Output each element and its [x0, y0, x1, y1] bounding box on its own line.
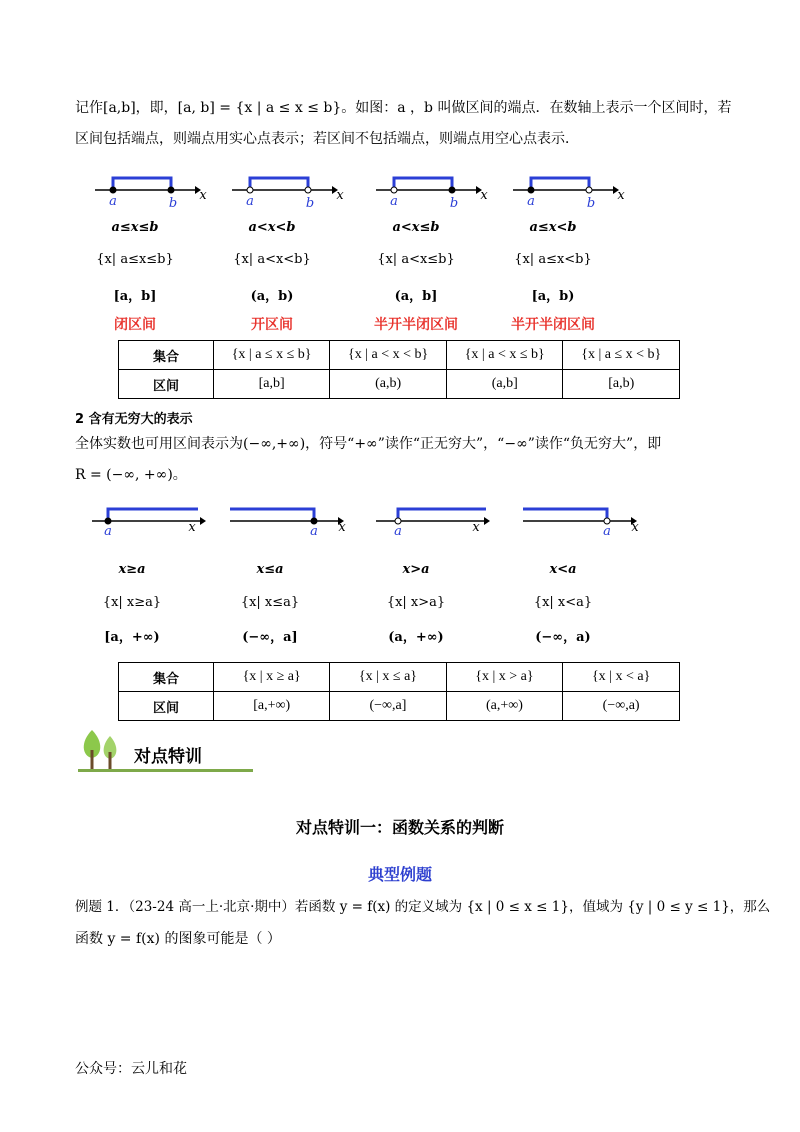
table-cell: {x | x < a}	[563, 663, 680, 692]
axis-label-x: x	[631, 520, 639, 535]
inequality-label: x<a	[549, 562, 577, 577]
set-notation-label: {x| x≤a}	[240, 595, 300, 610]
intro-line-2: 区间包括端点，则端点用实心点表示；若区间不包括端点，则端点用空心点表示．	[75, 131, 579, 147]
table-cell: {x | x ≤ a}	[330, 663, 446, 692]
axis-label-b: b	[449, 196, 459, 211]
inequality-label: a≤x≤b	[111, 220, 159, 235]
interval-table-infinite	[118, 662, 680, 721]
axis-label-x: x	[188, 520, 196, 535]
table-row	[119, 692, 680, 721]
example-heading: 典型例题	[367, 865, 432, 884]
number-line	[523, 503, 643, 533]
endpoint-a	[110, 187, 116, 193]
interval-type-label: 半开半闭区间	[374, 317, 458, 333]
endpoint-a	[528, 187, 534, 193]
inequality-label: x≥a	[118, 562, 146, 577]
table-cell: (−∞,a)	[563, 692, 680, 721]
interval-table-finite	[118, 340, 680, 399]
table-cell: {x | a ≤ x < b}	[563, 341, 680, 370]
banner-label: 对点特训	[134, 747, 202, 767]
table-cell: (a,+∞)	[446, 692, 563, 721]
table-row	[119, 370, 680, 399]
table-cell: {x | a < x < b}	[330, 341, 447, 370]
inequality-label: x>a	[402, 562, 430, 577]
endpoint-a	[391, 187, 397, 193]
axis-label-a: a	[390, 194, 398, 209]
axis-label-x: x	[480, 188, 488, 203]
interval-notation-label: (−∞，a]	[242, 630, 298, 645]
table-cell: [a,b]	[214, 370, 330, 399]
ray-bracket	[230, 509, 314, 521]
interval-bracket	[113, 178, 171, 190]
axis-label-a: a	[109, 194, 117, 209]
interval-notation-label: (a，+∞)	[388, 630, 444, 645]
table-cell: (−∞,a]	[330, 692, 446, 721]
endpoint-b	[168, 187, 174, 193]
interval-bracket	[394, 178, 452, 190]
set-notation-label: {x| a<x<b}	[233, 252, 311, 267]
table-cell: (a,b]	[446, 370, 563, 399]
axis-label-a: a	[246, 194, 254, 209]
intro-line-1: 记作[a,b]，即，[a, b] = {x | a ≤ x ≤ b}。如图：a ，b 叫做区间的端点．在数轴上表示一个区间时，若	[75, 100, 732, 116]
interval-bracket	[531, 178, 589, 190]
table-head-set: 集合	[119, 341, 214, 370]
axis-label-x: x	[336, 188, 344, 203]
endpoint-b	[305, 187, 311, 193]
axis-label-b: b	[586, 196, 596, 211]
axis-label-a: a	[104, 524, 112, 539]
table-row	[119, 341, 680, 370]
axis-label-a: a	[310, 524, 318, 539]
set-notation-label: {x| x>a}	[386, 595, 446, 610]
inequality-label: x≤a	[256, 562, 284, 577]
set-notation-label: {x| a≤x≤b}	[96, 252, 174, 267]
example-line-1: 例题 1．（23-24 高一上·北京·期中）若函数 y = f(x) 的定义域为 {x | 0 ≤ x ≤ 1}，值域为 {y | 0 ≤ y ≤ 1}，那么	[75, 899, 771, 915]
example-line-2: 函数 y = f(x) 的图象可能是（ ）	[75, 931, 281, 947]
axis-label-a: a	[527, 194, 535, 209]
axis-label-x: x	[617, 188, 625, 203]
interval-bracket	[250, 178, 308, 190]
table-cell: {x | a ≤ x ≤ b}	[214, 341, 330, 370]
interval-type-label: 开区间	[251, 317, 293, 333]
training-title: 对点特训一：函数关系的判断	[295, 818, 504, 837]
interval-notation-label: (a，b)	[250, 289, 294, 304]
interval-notation-label: (a，b]	[394, 289, 438, 304]
inequality-label: a<x<b	[248, 220, 296, 235]
interval-notation-label: (−∞，a)	[535, 630, 591, 645]
axis-label-a: a	[394, 524, 402, 539]
interval-notation-label: [a，b]	[113, 289, 157, 304]
section-2-heading: 2 含有无穷大的表示	[75, 412, 193, 427]
endpoint-b	[586, 187, 592, 193]
interval-notation-label: [a，b)	[531, 289, 575, 304]
axis-label-b: b	[168, 196, 178, 211]
table-cell: [a,b)	[563, 370, 680, 399]
interval-type-label: 半开半闭区间	[511, 317, 595, 333]
table-head-set: 集合	[119, 663, 214, 692]
ray-bracket	[523, 509, 607, 521]
axis-label-a: a	[603, 524, 611, 539]
axis-label-x: x	[199, 188, 207, 203]
inequality-label: a<x≤b	[392, 220, 440, 235]
axis-label-x: x	[472, 520, 480, 535]
interval-type-label: 闭区间	[114, 317, 156, 333]
section-2-line-2: R = (−∞, +∞)。	[75, 467, 187, 483]
interval-notation-label: [a，+∞)	[104, 630, 160, 645]
set-notation-label: {x| a≤x<b}	[514, 252, 592, 267]
inequality-label: a≤x<b	[529, 220, 577, 235]
table-cell: (a,b)	[330, 370, 447, 399]
set-notation-label: {x| a<x≤b}	[377, 252, 455, 267]
number-line	[230, 503, 350, 533]
axis-arrow-icon	[200, 517, 206, 525]
training-banner	[78, 728, 253, 774]
table-row	[119, 663, 680, 692]
axis-label-b: b	[305, 196, 315, 211]
axis-label-x: x	[338, 520, 346, 535]
table-head-interval: 区间	[119, 370, 214, 399]
section-2-line-1: 全体实数也可用区间表示为(−∞,+∞)，符号“+∞”读作“正无穷大”，“−∞”读作“负无穷大”，即	[75, 436, 662, 452]
table-cell: {x | x ≥ a}	[214, 663, 330, 692]
endpoint-b	[449, 187, 455, 193]
axis-arrow-icon	[484, 517, 490, 525]
table-cell: {x | x > a}	[446, 663, 563, 692]
table-cell: [a,+∞)	[214, 692, 330, 721]
set-notation-label: {x| x≥a}	[102, 595, 162, 610]
set-notation-label: {x| x<a}	[533, 595, 593, 610]
table-cell: {x | a < x ≤ b}	[446, 341, 563, 370]
table-head-interval: 区间	[119, 692, 214, 721]
endpoint-a	[247, 187, 253, 193]
footer-text: 公众号：云儿和花	[75, 1061, 187, 1077]
